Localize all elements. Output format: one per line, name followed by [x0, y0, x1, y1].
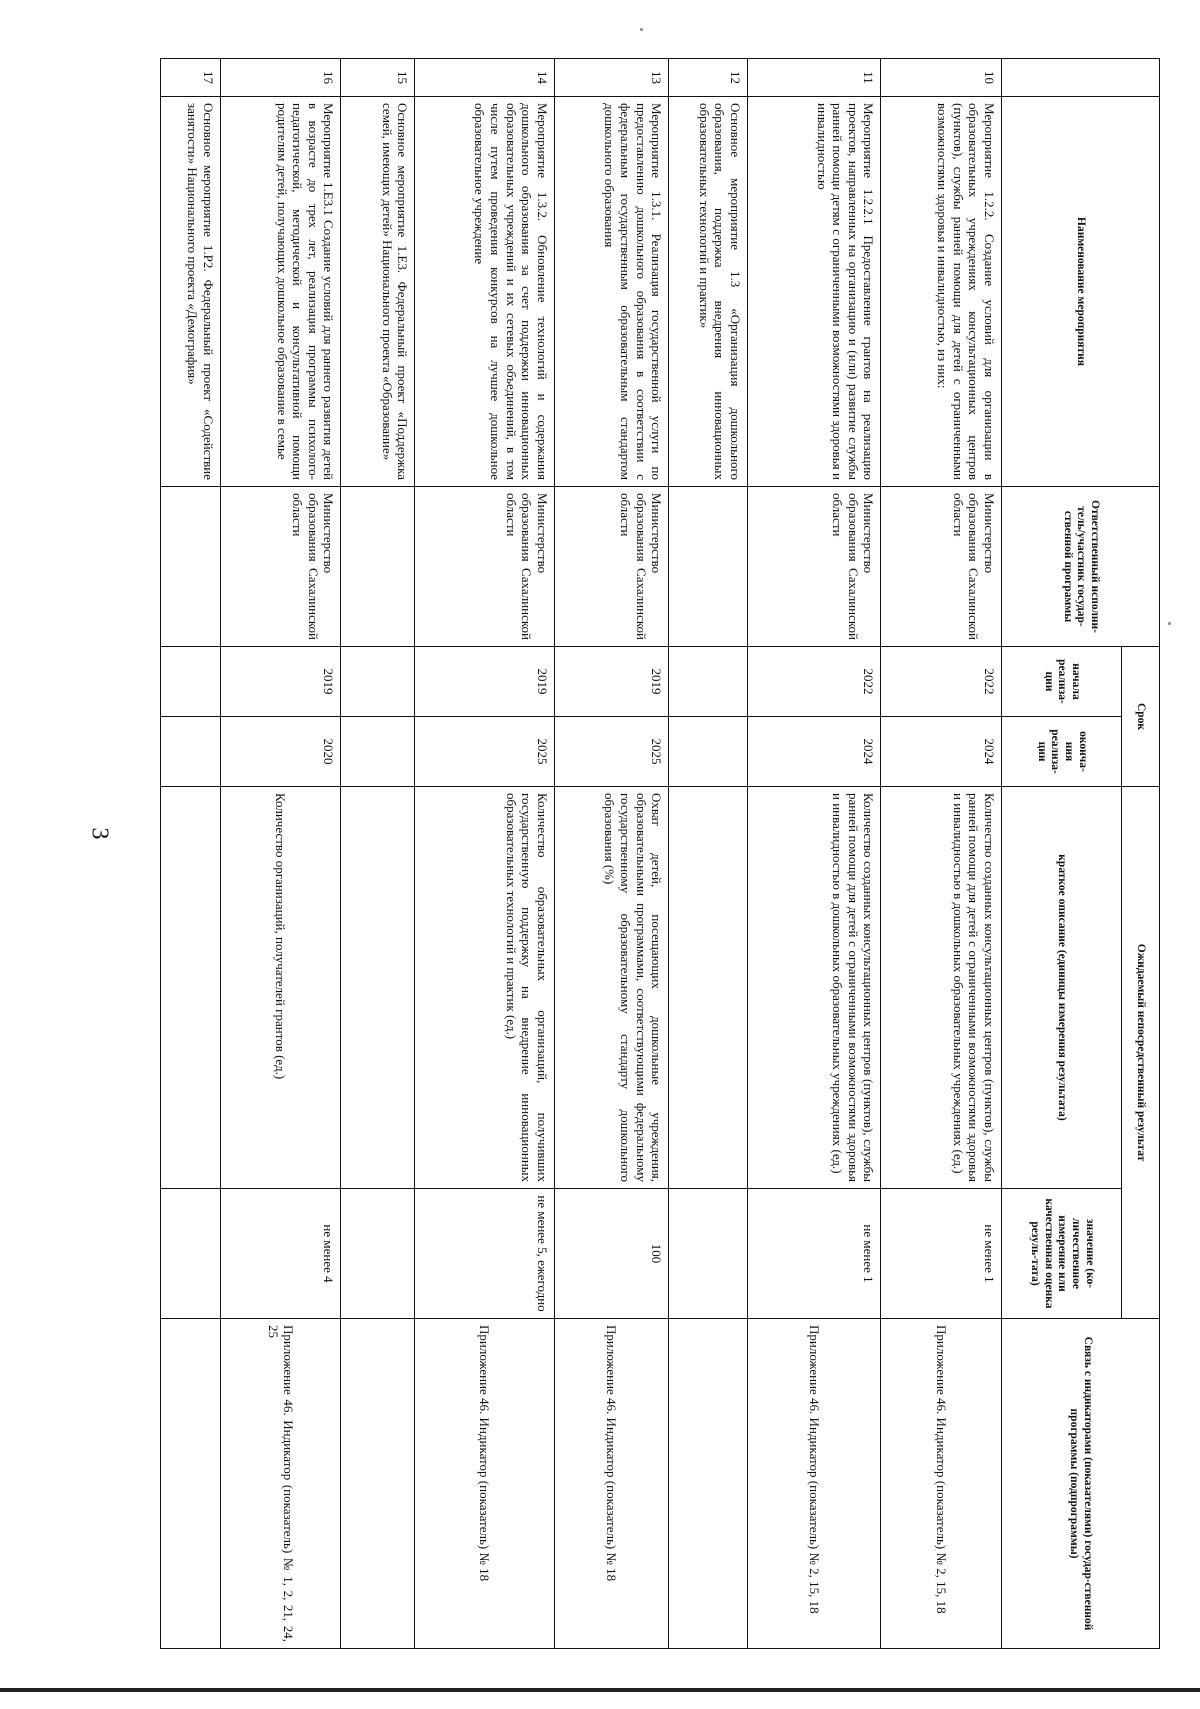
- row-link: [161, 1319, 221, 1649]
- table-row: [554, 59, 668, 1649]
- row-value: не менее 4: [220, 1189, 341, 1319]
- rotated-table-wrapper: [160, 58, 1160, 1648]
- row-desc: Количество созданных консультационных центров (пунктов), службы ранней помощи для детей с ограниченными возможностями здоровья и инвалидностью в дошкольных образовательных учреждениях (ед.): [881, 787, 1002, 1189]
- row-value: не менее 5, ежегодно: [415, 1189, 555, 1319]
- row-value: [161, 1189, 221, 1319]
- header-short-desc: краткое описание (единицы измерения результата): [1002, 787, 1122, 1189]
- row-start: 2022: [747, 647, 880, 717]
- row-end: 2020: [220, 717, 341, 787]
- row-link: Приложение 46. Индикатор (показатель) № 2, 15, 18: [747, 1319, 880, 1649]
- row-num: 16: [220, 59, 341, 97]
- table-row: [747, 59, 880, 1649]
- row-num: 11: [747, 59, 880, 97]
- row-desc: Количество созданных консультационных центров (пунктов), службы ранней помощи для детей с ограниченными возможностями здоровья и инвалидностью в дошкольных образовательных учреждениях (ед.): [747, 787, 880, 1189]
- table-row: [881, 59, 1002, 1649]
- row-name: Мероприятие 1.3.1. Реализация государственной услуги по предоставлению дошкольного образования в соответствии с федеральным государственным образовательным стандартом дошкольного образования: [554, 97, 668, 487]
- header-start: начала реализа-ции: [1002, 647, 1122, 717]
- row-link: Приложение 46. Индикатор (показатель) № 2, 15, 18: [881, 1319, 1002, 1649]
- row-executor: Министерство образования Сахалинской области: [220, 487, 341, 647]
- header-link: Связь с индикаторами (показателями) государ-ственной программы (подпрограммы): [1002, 1319, 1160, 1649]
- row-value: 100: [554, 1189, 668, 1319]
- row-num: 13: [554, 59, 668, 97]
- row-start: [341, 647, 415, 717]
- row-value: [669, 1189, 748, 1319]
- row-num: 14: [415, 59, 555, 97]
- scan-bottom-edge: [0, 1688, 1200, 1692]
- row-executor: Министерство образования Сахалинской области: [554, 487, 668, 647]
- row-name: Мероприятие 1.Е3.1 Создание условий для раннего развития детей в возрасте до трех лет, реализация программы психолого-педагогической, методической и консультативной помощи родителям детей, получающих дошкольное образование в семье: [220, 97, 341, 487]
- row-name: Основное мероприятие 1.3 «Организация дошкольного образования, поддержка внедрения инновационных образовательных технологий и практик»: [669, 97, 748, 487]
- row-executor: Министерство образования Сахалинской области: [747, 487, 880, 647]
- table-row: [161, 59, 221, 1649]
- table-row: [415, 59, 555, 1649]
- row-start: 2019: [554, 647, 668, 717]
- scan-artifact: [640, 28, 643, 31]
- row-num: 10: [881, 59, 1002, 97]
- table-row: [669, 59, 748, 1649]
- header-value: значение (ко-личественное измерение или качественная оценка резуль-тата): [1002, 1189, 1122, 1319]
- header-name: Наименование мероприятия: [1002, 97, 1160, 487]
- header-result: Ожидаемый непосредственный результат: [1122, 787, 1160, 1319]
- row-num: 15: [341, 59, 415, 97]
- row-link: [669, 1319, 748, 1649]
- row-value: не менее 1: [747, 1189, 880, 1319]
- row-link: Приложение 46. Индикатор (показатель) № 1, 2, 21, 24, 25: [220, 1319, 341, 1649]
- row-start: 2019: [415, 647, 555, 717]
- row-executor: Министерство образования Сахалинской области: [415, 487, 555, 647]
- row-end: [669, 717, 748, 787]
- row-start: [669, 647, 748, 717]
- row-value: [341, 1189, 415, 1319]
- row-num: 17: [161, 59, 221, 97]
- header-executor: Ответственный исполни-тель/участник государ-ственной программы: [1002, 487, 1160, 647]
- row-name: Мероприятие 1.2.2. Создание условий для организации в образовательных учреждениях консультационных центров (пунктов), службы ранней помощи для детей с ограниченными возможностями здоровья и инвалидностью, из них:: [881, 97, 1002, 487]
- header-term: Срок: [1122, 647, 1160, 787]
- row-end: [341, 717, 415, 787]
- row-link: Приложение 46. Индикатор (показатель) № 18: [415, 1319, 555, 1649]
- table-row: [341, 59, 415, 1649]
- row-end: 2025: [554, 717, 668, 787]
- row-desc: Количество образовательных организаций, получивших государственную поддержку на внедрение инновационных образовательных технологий и практик (ед.): [415, 787, 555, 1189]
- row-end: [161, 717, 221, 787]
- row-link: Приложение 46. Индикатор (показатель) № 18: [554, 1319, 668, 1649]
- row-desc: Количество организаций, получателей грантов (ед.): [220, 787, 341, 1189]
- header-end: оконча-ния реализа-ции: [1002, 717, 1122, 787]
- row-name: Мероприятие 1.2.2.1 Предоставление грантов на реализацию проектов, направленных на организацию и (или) развитие службы ранней помощи детям с ограниченными возможностями здоровья и инвалидностью: [747, 97, 880, 487]
- row-desc: [161, 787, 221, 1189]
- row-name: Основное мероприятие 1.Р2. Федеральный проект «Содействие занятости» Национального проекта «Демография»: [161, 97, 221, 487]
- program-table: [160, 58, 1160, 1649]
- row-end: 2025: [415, 717, 555, 787]
- row-executor: [161, 487, 221, 647]
- row-value: не менее 1: [881, 1189, 1002, 1319]
- row-desc: Охват детей, посещающих дошкольные учреждения, образовательными программами, соответствующими федеральному государственному образовательному стандарту дошкольного образования (%): [554, 787, 668, 1189]
- row-name: Основное мероприятие 1.Е3. Федеральный проект «Поддержка семей, имеющих детей» Национального проекта «Образование»: [341, 97, 415, 487]
- header-num: [1002, 59, 1160, 97]
- table-row: [220, 59, 341, 1649]
- row-desc: [669, 787, 748, 1189]
- row-end: 2024: [881, 717, 1002, 787]
- row-start: 2019: [220, 647, 341, 717]
- row-start: 2022: [881, 647, 1002, 717]
- scan-artifact: [1168, 622, 1171, 625]
- row-name: Мероприятие 1.3.2. Обновление технологий и содержания дошкольного образования за счет поддержки инновационных образовательных учреждений и их сетевых объединений, в том числе путем проведения конкурсов на лучшее дошкольное образовательное учреждение: [415, 97, 555, 487]
- row-end: 2024: [747, 717, 880, 787]
- row-start: [161, 647, 221, 717]
- row-executor: [341, 487, 415, 647]
- row-desc: [341, 787, 415, 1189]
- row-num: 12: [669, 59, 748, 97]
- page-number: 3: [86, 827, 113, 840]
- row-executor: [669, 487, 748, 647]
- row-executor: Министерство образования Сахалинской области: [881, 487, 1002, 647]
- row-link: [341, 1319, 415, 1649]
